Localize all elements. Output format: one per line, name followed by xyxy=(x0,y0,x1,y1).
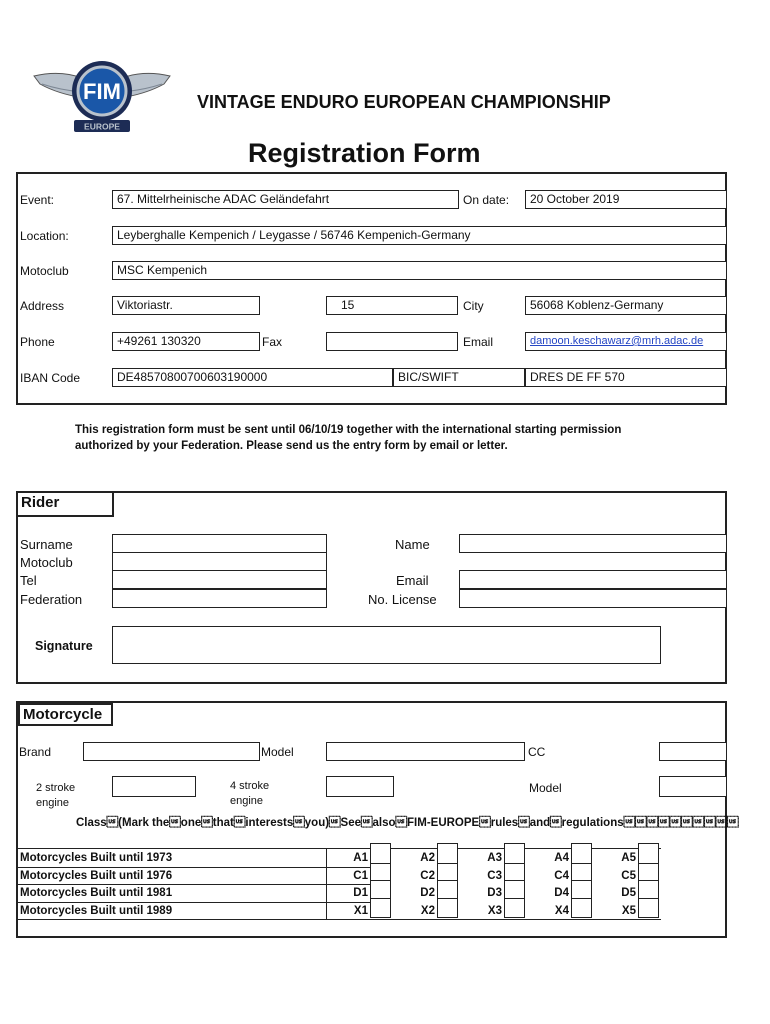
license-field[interactable] xyxy=(459,589,727,608)
two-stroke-label-2: engine xyxy=(36,797,70,809)
city-label: City xyxy=(463,299,484,313)
class-code: C2 xyxy=(420,869,435,882)
fax-field[interactable] xyxy=(326,332,458,351)
championship-title: VINTAGE ENDURO EUROPEAN CHAMPIONSHIP xyxy=(197,92,611,112)
class-instruction: Class (Mark the one that interests you) See also FIM-EUROPE rules and regulations xyxy=(76,817,739,829)
surname-field[interactable] xyxy=(112,534,327,553)
event-label: Event: xyxy=(20,193,55,207)
class-code: X2 xyxy=(420,904,435,917)
class-checkbox[interactable] xyxy=(638,898,659,918)
class-code: C1 xyxy=(353,869,368,882)
logo-text: FIM xyxy=(83,79,121,104)
motoclub-label: Motoclub xyxy=(20,264,69,278)
two-stroke-checkbox[interactable] xyxy=(112,776,196,797)
class-row-label: Motorcycles Built until 1976 xyxy=(20,869,173,882)
class-row-label: Motorcycles Built until 1973 xyxy=(20,852,173,864)
motoclub-field[interactable]: MSC Kempenich xyxy=(112,261,727,280)
class-table-bottom-line xyxy=(16,919,661,920)
address-field[interactable]: Viktoriastr. xyxy=(112,296,260,315)
class-checkbox[interactable] xyxy=(571,898,592,918)
rider-motoclub-field[interactable] xyxy=(112,552,327,571)
email-field[interactable]: damoon.keschawarz@mrh.adac.de xyxy=(525,332,727,351)
model-field[interactable] xyxy=(326,742,525,761)
class-code: X5 xyxy=(621,904,636,917)
tel-field[interactable] xyxy=(112,570,327,589)
location-label: Location: xyxy=(20,229,69,243)
four-stroke-label-1: 4 stroke xyxy=(230,780,270,792)
class-code: D1 xyxy=(353,887,368,900)
class-code: D5 xyxy=(621,887,636,900)
rider-heading: Rider xyxy=(16,491,114,517)
class-table-top-line xyxy=(16,848,661,849)
bic-label-cell: BIC/SWIFT xyxy=(393,368,525,387)
class-row-divider xyxy=(16,902,370,903)
class-code: D2 xyxy=(420,887,435,900)
class-row-label: Motorcycles Built until 1989 xyxy=(20,904,173,917)
federation-field[interactable] xyxy=(112,589,327,608)
license-label: No. License xyxy=(368,592,437,607)
four-stroke-label-2: engine xyxy=(230,795,264,807)
bic-field[interactable]: DRES DE FF 570 xyxy=(525,368,727,387)
class-checkbox[interactable] xyxy=(437,898,458,918)
location-field[interactable]: Leyberghalle Kempenich / Leygasse / 56746 Kempenich-Germany xyxy=(112,226,727,245)
rider-email-label: Email xyxy=(396,573,429,588)
notice-line-2: authorized by your Federation. Please send us the entry form by email or letter. xyxy=(75,440,508,452)
surname-label: Surname xyxy=(20,537,73,552)
brand-field[interactable] xyxy=(83,742,260,761)
name-field[interactable] xyxy=(459,534,727,553)
rider-motoclub-label: Motoclub xyxy=(20,555,73,570)
iban-label: IBAN Code xyxy=(20,371,81,385)
name-label: Name xyxy=(395,537,430,552)
fim-europe-logo xyxy=(30,58,174,134)
class-code: D4 xyxy=(554,887,569,900)
city-field[interactable]: 56068 Koblenz-Germany xyxy=(525,296,727,315)
fax-label: Fax xyxy=(262,335,283,349)
event-field[interactable]: 67. Mittelrheinische ADAC Geländefahrt xyxy=(112,190,459,209)
class-code: A3 xyxy=(487,852,502,864)
class-code: D3 xyxy=(487,887,502,900)
form-title: Registration Form xyxy=(248,138,481,168)
date-field[interactable]: 20 October 2019 xyxy=(525,190,727,209)
class-code: X3 xyxy=(487,904,502,917)
email-label: Email xyxy=(463,335,494,349)
class-code: A1 xyxy=(353,852,368,864)
cc-field[interactable] xyxy=(659,742,727,761)
notice-line-1: This registration form must be sent until 06/10/19 together with the international starting permission xyxy=(75,424,622,436)
iban-field[interactable]: DE48570800700603190000 xyxy=(112,368,393,387)
phone-label: Phone xyxy=(20,335,55,349)
class-code: X4 xyxy=(554,904,569,917)
four-stroke-checkbox[interactable] xyxy=(326,776,394,797)
rider-email-field[interactable] xyxy=(459,570,727,589)
brand-label: Brand xyxy=(19,745,52,759)
motorcycle-heading: Motorcycle xyxy=(18,703,113,726)
class-code: C3 xyxy=(487,869,502,882)
model-label: Model xyxy=(261,745,294,759)
model2-label: Model xyxy=(529,781,562,795)
class-code: X1 xyxy=(353,904,368,917)
house-number-field[interactable]: 15 xyxy=(326,296,458,315)
address-label: Address xyxy=(20,299,65,313)
class-checkbox[interactable] xyxy=(370,898,391,918)
class-row-divider xyxy=(16,867,370,868)
class-code: A4 xyxy=(554,852,569,864)
class-code: C4 xyxy=(554,869,569,882)
class-code: C5 xyxy=(621,869,636,882)
class-row-label: Motorcycles Built until 1981 xyxy=(20,887,173,900)
tel-label: Tel xyxy=(20,573,37,588)
date-label: On date: xyxy=(463,193,510,207)
signature-field[interactable] xyxy=(112,626,661,664)
federation-label: Federation xyxy=(20,592,83,607)
logo-subtext: EUROPE xyxy=(84,121,120,132)
class-code: A5 xyxy=(621,852,636,864)
class-row-divider xyxy=(16,884,370,885)
class-checkbox[interactable] xyxy=(504,898,525,918)
two-stroke-label-1: 2 stroke xyxy=(36,782,76,794)
model2-field[interactable] xyxy=(659,776,727,797)
phone-field[interactable]: +49261 130320 xyxy=(112,332,260,351)
signature-label: Signature xyxy=(35,639,93,653)
class-code: A2 xyxy=(420,852,435,864)
cc-label: CC xyxy=(528,745,546,759)
